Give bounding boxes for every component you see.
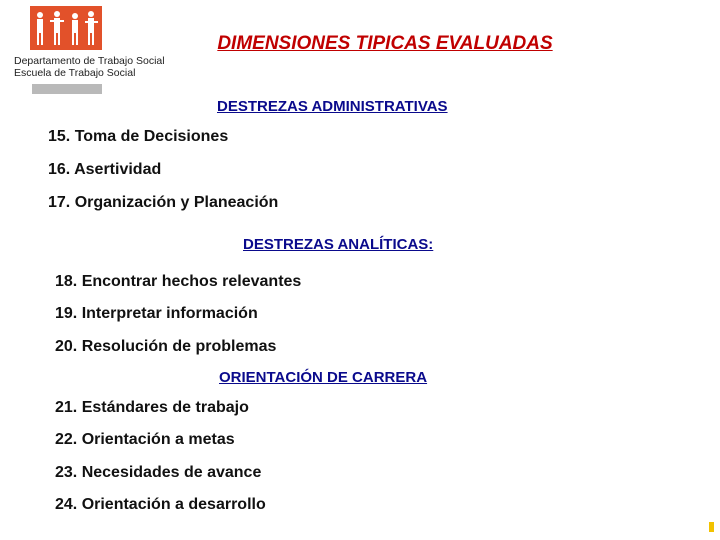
heading-destrezas-administrativas: DESTREZAS ADMINISTRATIVAS: [217, 98, 448, 115]
list-item: 17. Organización y Planeación: [48, 194, 279, 211]
logo-line-1: Departamento de Trabajo Social: [14, 55, 165, 67]
page-title: DIMENSIONES TIPICAS EVALUADAS: [217, 33, 553, 54]
heading-orientacion-de-carrera: ORIENTACIÓN DE CARRERA: [219, 369, 428, 386]
list-item: 22. Orientación a metas: [55, 431, 235, 448]
list-item: 23. Necesidades de avance: [55, 464, 262, 481]
heading-destrezas-analiticas: DESTREZAS ANALÍTICAS:: [243, 236, 434, 253]
list-item: 24. Orientación a desarrollo: [55, 496, 266, 513]
logo-line-2: Escuela de Trabajo Social: [14, 67, 136, 79]
logo-figures-icon: [30, 6, 102, 50]
list-item: 15. Toma de Decisiones: [48, 128, 229, 145]
department-logo: [0, 0, 165, 100]
list-item: 18. Encontrar hechos relevantes: [55, 273, 302, 290]
list-item: 19. Interpretar información: [55, 305, 258, 322]
logo-bar: [32, 84, 102, 94]
list-item: 21. Estándares de trabajo: [55, 399, 249, 416]
list-item: 20. Resolución de problemas: [55, 338, 277, 355]
corner-marker: [709, 522, 714, 532]
list-item: 16. Asertividad: [48, 161, 162, 178]
